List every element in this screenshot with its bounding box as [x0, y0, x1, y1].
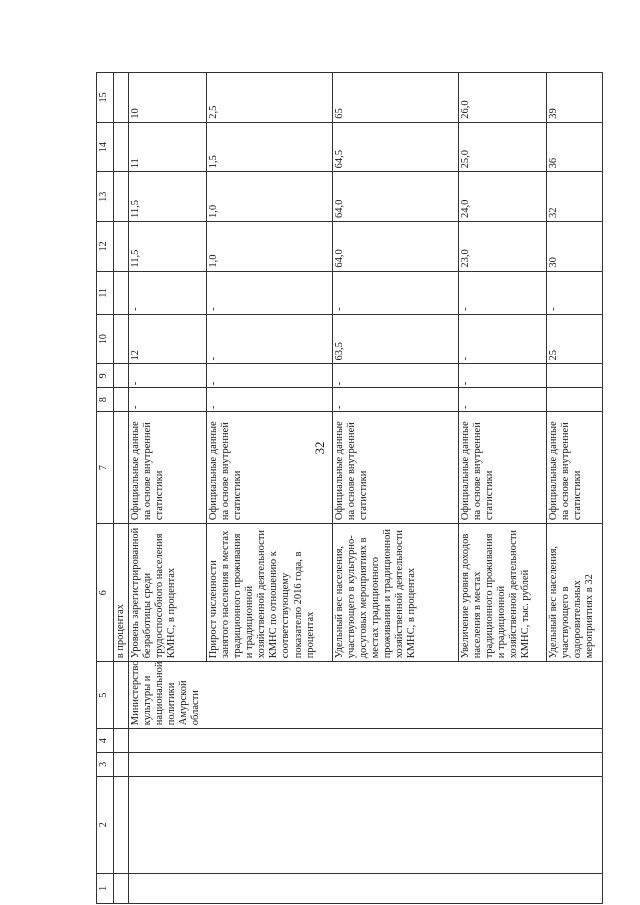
source-cell: Официальные данные на основе внутренней статистики	[459, 411, 547, 523]
page-number: 32	[312, 441, 327, 455]
col-header: 13	[97, 172, 114, 222]
value-cell: -	[547, 271, 603, 314]
col-header: 12	[97, 222, 114, 272]
header-row	[97, 73, 114, 904]
col-header: 5	[97, 662, 114, 729]
value-cell: 2,5	[207, 73, 333, 123]
value-cell: -	[129, 271, 207, 314]
col-header: 1	[97, 873, 114, 903]
col-header: 14	[97, 122, 114, 172]
value-cell: 12	[129, 314, 207, 364]
value-cell: 23,0	[459, 222, 547, 272]
value-cell: -	[459, 271, 547, 314]
value-cell: 32	[547, 172, 603, 222]
value-cell: -	[207, 364, 333, 388]
value-cell: -	[459, 388, 547, 412]
value-cell	[547, 364, 603, 388]
col-header: 10	[97, 314, 114, 364]
value-cell: 36	[547, 122, 603, 172]
value-cell: -	[333, 271, 459, 314]
col-header: 7	[97, 411, 114, 523]
value-cell: 64,5	[333, 122, 459, 172]
col-header: 8	[97, 388, 114, 412]
indicator-cell: Прирост численности занятого населения в местах традиционного проживания и традиционной хозяйственной деятельности КМНС по отношению к соответствующему показателю 2016 года, в процентах	[207, 524, 333, 662]
indicator-cell: Увеличение уровня доходов населения в местах традиционного проживания и традиционной хозяйственной деятельности КМНС, тыс. рублей	[459, 524, 547, 662]
value-cell: 10	[129, 73, 207, 123]
org-cell: Министерство культуры и национальной политики Амурской области	[129, 662, 603, 729]
indicator-cell: Уровень зарегистрированной безработицы среди трудоспособного населения КМНС, в процентах	[129, 524, 207, 662]
fragment-cell: в процентах	[114, 524, 129, 662]
value-cell: 39	[547, 73, 603, 123]
value-cell: -	[129, 388, 207, 412]
rotated-table-container	[96, 72, 596, 904]
value-cell: 25	[547, 314, 603, 364]
value-cell: 30	[547, 222, 603, 272]
indicators-table	[96, 72, 603, 904]
value-cell: 64,0	[333, 222, 459, 272]
value-cell: -	[129, 364, 207, 388]
value-cell: 63,5	[333, 314, 459, 364]
col-header: 11	[97, 271, 114, 314]
value-cell: 25,0	[459, 122, 547, 172]
value-cell: 1,0	[207, 222, 333, 272]
table-row	[129, 73, 207, 904]
indicator-cell: Удельный вес населения, участвующего в культурно-досуговых мероприятиях в местах традиционного проживания и традиционной хозяйственной деятельности КМНС, в процентах	[333, 524, 459, 662]
col-header: 6	[97, 524, 114, 662]
value-cell: 65	[333, 73, 459, 123]
value-cell	[547, 388, 603, 412]
value-cell: 1,5	[207, 122, 333, 172]
col-header: 2	[97, 776, 114, 873]
value-cell: 11	[129, 122, 207, 172]
source-cell: Официальные данные на основе внутренней статистики	[547, 411, 603, 523]
col-header: 9	[97, 364, 114, 388]
value-cell: 11,5	[129, 172, 207, 222]
source-cell: Официальные данные на основе внутренней статистики	[207, 411, 333, 523]
value-cell: -	[333, 364, 459, 388]
value-cell: 26,0	[459, 73, 547, 123]
col-header: 4	[97, 729, 114, 753]
value-cell: 64,0	[333, 172, 459, 222]
value-cell: -	[207, 314, 333, 364]
col-header: 15	[97, 73, 114, 123]
table-row-fragment	[114, 73, 129, 904]
value-cell: -	[207, 271, 333, 314]
value-cell: -	[459, 314, 547, 364]
value-cell: -	[207, 388, 333, 412]
source-cell: Официальные данные на основе внутренней статистики	[333, 411, 459, 523]
value-cell: -	[459, 364, 547, 388]
value-cell: 24,0	[459, 172, 547, 222]
value-cell: 1,0	[207, 172, 333, 222]
col-header: 3	[97, 752, 114, 776]
source-cell: Официальные данные на основе внутренней статистики	[129, 411, 207, 523]
value-cell: 11,5	[129, 222, 207, 272]
indicator-cell: Удельный вес населения, участвующего в оздоровительных мероприятиях в 32	[547, 524, 603, 662]
value-cell: -	[333, 388, 459, 412]
